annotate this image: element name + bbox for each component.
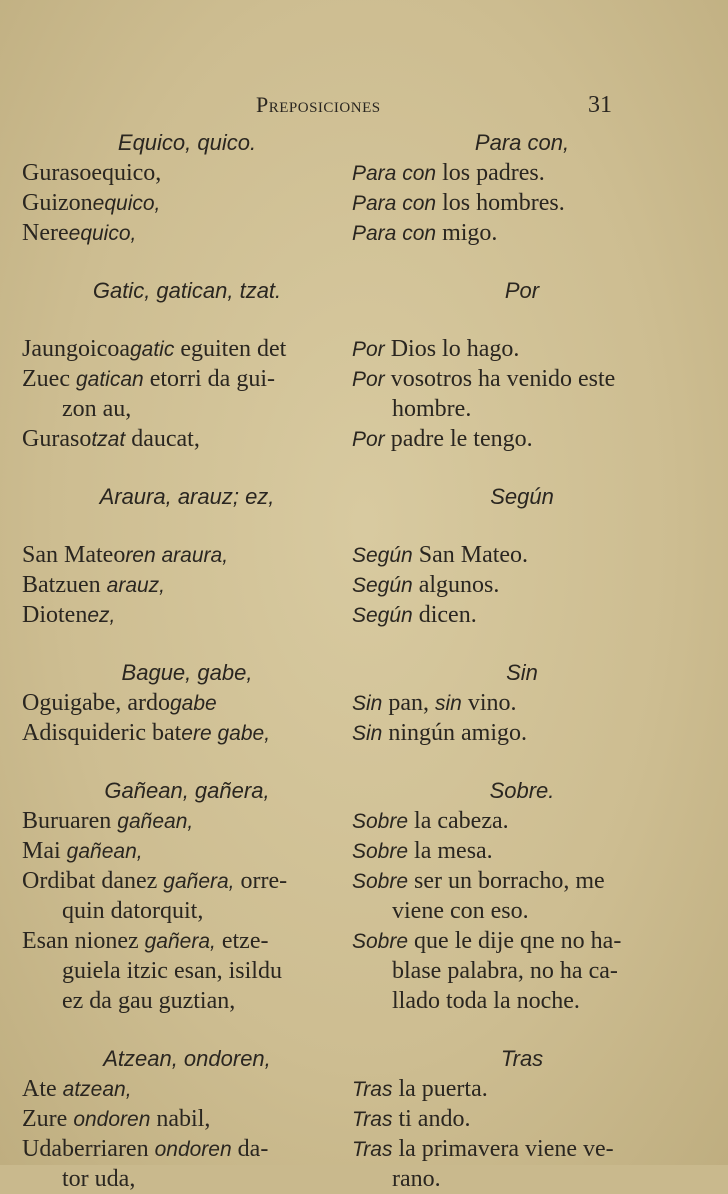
text-run: nabil, bbox=[150, 1106, 211, 1132]
text-run: Dioten bbox=[22, 602, 88, 628]
italic-term: atzean, bbox=[62, 1078, 132, 1101]
text-run: Adisquideric bat bbox=[22, 720, 182, 746]
italic-term: arauz, bbox=[106, 574, 166, 597]
text-run: que le dije qne no ha- bbox=[408, 928, 622, 954]
italic-term: ondoren bbox=[73, 1108, 151, 1131]
text-line bbox=[352, 718, 692, 748]
section-heading: Para con, bbox=[474, 130, 570, 155]
text-line-continuation bbox=[352, 1164, 692, 1194]
italic-term: gañera, bbox=[144, 930, 216, 953]
text-run: eguiten det bbox=[174, 336, 287, 362]
text-line-continuation bbox=[352, 896, 692, 926]
spanish-column bbox=[352, 128, 692, 1194]
italic-term: Tras bbox=[352, 1108, 393, 1131]
italic-term: Tras bbox=[352, 1138, 393, 1161]
text-line-continuation bbox=[352, 394, 692, 424]
italic-term: equico, bbox=[92, 192, 161, 215]
italic-term: Para con bbox=[352, 192, 437, 215]
italic-term: Según bbox=[352, 604, 413, 627]
text-line bbox=[352, 1074, 692, 1104]
italic-term: tzat bbox=[91, 428, 126, 451]
section-gap bbox=[22, 1016, 352, 1044]
text-run: San Mateo. bbox=[412, 542, 529, 568]
section-heading: Atzean, ondoren, bbox=[103, 1046, 271, 1071]
text-line bbox=[22, 926, 352, 956]
section-gap bbox=[22, 248, 352, 276]
italic-term: Según bbox=[352, 544, 413, 567]
text-run: guiela itzic esan, isildu bbox=[62, 958, 282, 984]
text-run: San Mateo bbox=[22, 542, 126, 568]
italic-term: ez, bbox=[87, 604, 116, 627]
section-heading: Equico, quico. bbox=[117, 130, 257, 155]
italic-term: ondoren bbox=[154, 1138, 232, 1161]
text-run: la primavera viene ve- bbox=[392, 1136, 614, 1162]
section-gap bbox=[22, 630, 352, 658]
section-heading: Según bbox=[490, 484, 554, 509]
text-run: Dios lo hago. bbox=[384, 336, 520, 362]
text-run: vino. bbox=[461, 690, 517, 716]
section-gap bbox=[352, 512, 692, 540]
section-gap bbox=[352, 454, 692, 482]
text-run: ser un borracho, me bbox=[408, 868, 605, 894]
italic-term: gañean, bbox=[66, 840, 143, 863]
italic-term: sin bbox=[435, 692, 462, 715]
text-run: quin datorquit, bbox=[62, 898, 204, 924]
italic-term: Sobre bbox=[352, 870, 409, 893]
text-line bbox=[352, 688, 692, 718]
text-line bbox=[22, 718, 352, 748]
text-run: llado toda la noche. bbox=[392, 988, 580, 1014]
text-line-continuation bbox=[22, 896, 352, 926]
text-line bbox=[352, 1104, 692, 1134]
text-line bbox=[352, 218, 692, 248]
section-gap bbox=[352, 1016, 692, 1044]
section-gap bbox=[22, 748, 352, 776]
section-gap bbox=[352, 248, 692, 276]
italic-term: ren araura, bbox=[125, 544, 229, 567]
text-run: hombre. bbox=[392, 396, 472, 422]
text-run: etorri da gui- bbox=[143, 366, 275, 392]
text-run: Oguigabe, bbox=[22, 690, 122, 716]
section-gap bbox=[22, 454, 352, 482]
section-heading: Sin bbox=[506, 660, 538, 685]
text-line bbox=[352, 1134, 692, 1164]
text-line bbox=[22, 688, 352, 718]
text-run: los hombres. bbox=[436, 190, 565, 216]
page-number: 31 bbox=[588, 92, 612, 118]
text-line bbox=[352, 188, 692, 218]
text-run: Zuec bbox=[22, 366, 76, 392]
text-line-continuation bbox=[22, 956, 352, 986]
italic-term: Según bbox=[352, 574, 413, 597]
text-run: etze- bbox=[215, 928, 269, 954]
text-line bbox=[352, 806, 692, 836]
text-run: vosotros ha venido este bbox=[384, 366, 616, 392]
text-run: Jaungoicoa bbox=[22, 336, 130, 362]
text-run: Guizon bbox=[22, 190, 93, 216]
section-heading: Araura, arauz; ez, bbox=[99, 484, 275, 509]
text-run: Guraso bbox=[22, 426, 92, 452]
text-line bbox=[22, 364, 352, 394]
italic-term: equico, bbox=[68, 222, 137, 245]
text-line bbox=[352, 540, 692, 570]
text-line bbox=[352, 926, 692, 956]
text-run: Ate bbox=[22, 1076, 63, 1102]
text-line-continuation bbox=[22, 1164, 352, 1194]
text-line bbox=[352, 866, 692, 896]
text-run: ez da gau guztian, bbox=[62, 988, 236, 1014]
italic-term: gatican bbox=[75, 368, 144, 391]
text-run: ti ando. bbox=[392, 1106, 471, 1132]
section-heading: Por bbox=[504, 278, 540, 303]
text-run: rano. bbox=[392, 1166, 441, 1192]
text-run: Udaberriaren bbox=[22, 1136, 155, 1162]
text-run: la puerta. bbox=[392, 1076, 488, 1102]
section-gap bbox=[22, 306, 352, 334]
text-run: Zure bbox=[22, 1106, 74, 1132]
text-run: tor uda, bbox=[62, 1166, 136, 1192]
text-run: la mesa. bbox=[408, 838, 493, 864]
text-line bbox=[352, 334, 692, 364]
text-line bbox=[352, 570, 692, 600]
section-heading: Gañean, gañera, bbox=[104, 778, 270, 803]
italic-term: gañera, bbox=[163, 870, 235, 893]
italic-term: Sin bbox=[352, 722, 383, 745]
text-run: Nere bbox=[22, 220, 69, 246]
section-gap bbox=[352, 630, 692, 658]
text-line bbox=[22, 570, 352, 600]
section-heading: Sobre. bbox=[489, 778, 555, 803]
text-line bbox=[22, 836, 352, 866]
text-line bbox=[22, 1074, 352, 1104]
italic-term: Sobre bbox=[352, 930, 409, 953]
text-run: Batzuen bbox=[22, 572, 107, 598]
italic-term: Sin bbox=[352, 692, 383, 715]
text-run: orre- bbox=[234, 868, 288, 894]
italic-term: gatic bbox=[129, 338, 175, 361]
text-line-continuation bbox=[352, 986, 692, 1016]
text-line bbox=[22, 540, 352, 570]
italic-term: Sobre bbox=[352, 810, 409, 833]
section-heading: Tras bbox=[500, 1046, 544, 1071]
italic-term: Sobre bbox=[352, 840, 409, 863]
italic-term: Por bbox=[352, 428, 385, 451]
text-line bbox=[22, 600, 352, 630]
text-run: migo. bbox=[436, 220, 498, 246]
text-run: da- bbox=[231, 1136, 269, 1162]
text-run: viene con eso. bbox=[392, 898, 529, 924]
text-line bbox=[22, 1104, 352, 1134]
section-gap bbox=[22, 512, 352, 540]
text-line bbox=[22, 334, 352, 364]
italic-term: gabe bbox=[169, 692, 217, 715]
text-run: zon au, bbox=[62, 396, 132, 422]
text-run: Gurasoequico, bbox=[22, 160, 162, 186]
section-gap bbox=[352, 306, 692, 334]
text-line bbox=[22, 188, 352, 218]
text-line bbox=[352, 600, 692, 630]
text-line bbox=[352, 836, 692, 866]
text-line bbox=[352, 158, 692, 188]
text-line bbox=[22, 158, 352, 188]
text-line-continuation bbox=[352, 956, 692, 986]
text-line bbox=[22, 424, 352, 454]
section-heading: Bague, gabe, bbox=[121, 660, 253, 685]
text-run: los padres. bbox=[436, 160, 545, 186]
text-run: ningún amigo. bbox=[382, 720, 528, 746]
basque-column bbox=[22, 128, 352, 1194]
italic-term: ere gabe, bbox=[181, 722, 271, 745]
text-line bbox=[22, 1134, 352, 1164]
text-line bbox=[352, 364, 692, 394]
text-run: pan, bbox=[382, 690, 436, 716]
text-line bbox=[22, 218, 352, 248]
italic-term: Por bbox=[352, 338, 385, 361]
text-run: Buruaren bbox=[22, 808, 118, 834]
italic-term: Por bbox=[352, 368, 385, 391]
section-gap bbox=[352, 748, 692, 776]
text-run: Mai bbox=[22, 838, 67, 864]
text-line-continuation bbox=[22, 986, 352, 1016]
running-title: Preposiciones bbox=[256, 92, 381, 117]
section-heading: Gatic, gatican, tzat. bbox=[92, 278, 282, 303]
text-run: Ordibat danez bbox=[22, 868, 164, 894]
text-run: padre le tengo. bbox=[384, 426, 533, 452]
text-run: Esan nionez bbox=[22, 928, 145, 954]
text-run: la cabeza. bbox=[408, 808, 509, 834]
text-run: blase palabra, no ha ca- bbox=[392, 958, 618, 984]
text-run: ardo bbox=[121, 690, 170, 716]
italic-term: Para con bbox=[352, 222, 437, 245]
page-header bbox=[0, 92, 728, 126]
text-line bbox=[352, 424, 692, 454]
italic-term: Para con bbox=[352, 162, 437, 185]
text-run: daucat, bbox=[125, 426, 200, 452]
text-line bbox=[22, 806, 352, 836]
italic-term: gañean, bbox=[117, 810, 194, 833]
text-run: dicen. bbox=[412, 602, 477, 628]
text-run: algunos. bbox=[412, 572, 500, 598]
text-line-continuation bbox=[22, 394, 352, 424]
text-line bbox=[22, 866, 352, 896]
italic-term: Tras bbox=[352, 1078, 393, 1101]
